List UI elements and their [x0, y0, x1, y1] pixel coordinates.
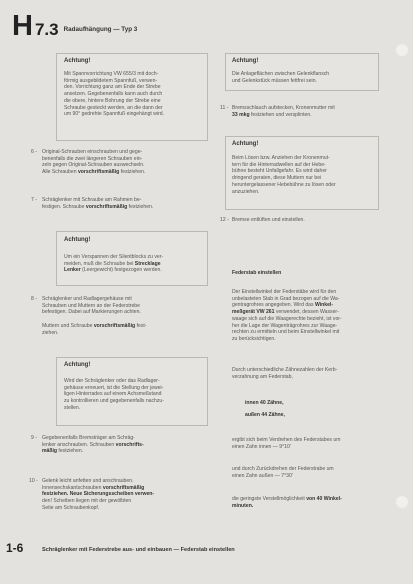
- step-10-text: [42, 478, 154, 512]
- text-line: und durch Zurückdrehen der Federstrabe um: [232, 466, 334, 472]
- header-letter: H: [12, 10, 32, 42]
- paragraph-federstab-1: [232, 289, 342, 343]
- step-12-text: [232, 217, 305, 224]
- header-section-number: 7.3: [34, 20, 59, 39]
- text-line: einen Zahn innen — 9°10': [232, 443, 291, 450]
- text-line: befestigen. Dabei auf Markierungen achten.: [42, 309, 141, 316]
- text-line: förmig ausgebildetem Spannfuß, verwen-: [64, 77, 158, 84]
- text-line: Gelenk leicht anfetten und anschrauben.: [42, 478, 134, 484]
- text-line: anzuziehen.: [232, 188, 260, 195]
- text-line: stellen.: [64, 404, 81, 411]
- text-line: Innensechskantschrauben vorschriftsmäßig: [42, 484, 145, 491]
- binder-hole-bottom: [396, 496, 408, 508]
- step-11-number: 11 -: [220, 105, 229, 111]
- text-line: [42, 316, 146, 323]
- text-line: verzahnung am Federstab,: [232, 373, 293, 380]
- text-line: Mit Spannvorrichtung VW 655/3 mit doch-: [64, 71, 159, 77]
- text-line: Bremsschlauch aufstecken, Kronenmutter mit: [232, 105, 335, 111]
- text-line: Durch unterschiedliche Zähnezahlen der Kerb-: [232, 367, 338, 373]
- text-line: Beim Lösen bzw. Anziehen der Kronenmut-: [232, 155, 330, 161]
- text-line: mäßig festziehen.: [42, 448, 84, 455]
- text-line: zeln gegen Original-Schrauben auswechseln.: [42, 162, 145, 169]
- page-header: [12, 10, 138, 42]
- text-line: lenker anschrauben. Schrauben vorschrifts-: [42, 441, 144, 448]
- page-number: 1-6: [6, 541, 24, 555]
- step-7-number: 7 -: [31, 197, 37, 203]
- text-line: Um ein Verspannen der Silentblocks zu ver-: [64, 254, 164, 260]
- caution-text-right-2: [232, 155, 336, 195]
- caution-title: Achtung!: [64, 362, 91, 368]
- text-line: Original-Schrauben einschrauben und gege-: [42, 149, 143, 155]
- text-line: meiden, muß die Schraube bei Strecklage: [64, 260, 161, 267]
- step-12-number: 12 -: [220, 217, 229, 223]
- text-line: her die Lage der Wagenträgrohres zur Waage-: [232, 322, 338, 329]
- text-line: einen Zahn außen — 7°30': [232, 472, 293, 479]
- text-line: bühne besteht Unfallgefahr. Es wird daher: [232, 168, 327, 175]
- text-line: Bremse entlüften und einstellen.: [232, 217, 305, 223]
- text-line: um 90° gedrehte Spannfuß eingehängt wird.: [64, 111, 165, 118]
- paragraph-federstab-3: [232, 437, 340, 450]
- paragraph-federstab-2: [232, 367, 337, 380]
- text-line: gehäuse erneuert, ist die Stellung der jewei-: [64, 384, 164, 391]
- text-line: Der Einstellwinkel der Federstäbe wird für den: [232, 289, 337, 295]
- step-11-text: [232, 105, 335, 118]
- text-line: die obere, hintere Bohrung der Strebe eine: [64, 97, 161, 104]
- teeth-outer: außen 44 Zähne,: [245, 412, 285, 418]
- text-line: waage sich auf die Waagerechte bezieht, ist vor-: [232, 315, 342, 322]
- text-line: Muttern und Schraube vorschriftsmäßig fest-: [42, 322, 147, 329]
- text-line: ergibt sich beim Verdrehen des Federstabes um: [232, 437, 341, 443]
- text-line: minuten.: [232, 502, 254, 509]
- step-8-number: 8 -: [31, 296, 37, 302]
- text-line: zu kontrollieren und gegebenenfalls nachzu-: [64, 398, 164, 405]
- caution-title: Achtung!: [64, 237, 91, 243]
- text-line: ansetzen. Gegebenenfalls kann auch durch: [64, 91, 163, 98]
- text-line: Die Anlageflächen zwischen Gelenkflansch: [232, 71, 330, 77]
- step-6-text: [42, 149, 145, 176]
- step-6-number: 6 -: [31, 149, 37, 155]
- header-subtitle: Radaufhängung — Typ 3: [63, 26, 138, 33]
- text-line: Seite am Schraubenkopf.: [42, 504, 100, 511]
- text-line: Wird der Schräglenker oder das Radlager-: [64, 378, 160, 384]
- caution-text-left-2: [64, 254, 163, 274]
- text-line: dringend geraten, diese Muttern nur bei: [232, 175, 322, 182]
- text-line: unbelasteten Stab in Grad bezogen auf die Wa-: [232, 295, 340, 302]
- text-line: benenfalls die zwei längeren Schrauben ein-: [42, 155, 143, 162]
- binder-hole-top: [396, 44, 408, 56]
- text-line: tern für die Hinterradwellen auf der Hebe-: [232, 161, 326, 168]
- text-line: ziehen.: [42, 329, 59, 336]
- text-line: und Gelenkstück müssen fettfrei sein.: [232, 77, 317, 84]
- text-line: rechten zu ermitteln und beim Einstellwinkel mit: [232, 329, 340, 336]
- text-line: Alle Schrauben vorschriftsmäßig festziehen.: [42, 169, 146, 176]
- step-9-number: 9 -: [31, 435, 37, 441]
- text-line: Schräglenker mit Schraube am Rahmen be-: [42, 197, 142, 203]
- text-line: meßgerät VW 261 verwendet, dessen Wasser-: [232, 309, 339, 316]
- footer-title: Schräglenker mit Federstrebe aus- und einbauen — Federstab einstellen: [42, 547, 235, 553]
- text-line: Lenker (Leergewicht) festgezogen werden.: [64, 267, 162, 274]
- text-line: festziehen. Neue Sicherungsscheiben verwen-: [42, 491, 155, 498]
- text-line: zu berücksichtigen.: [232, 335, 276, 342]
- step-7-text: [42, 197, 153, 210]
- caution-text-left-1: [64, 71, 164, 118]
- text-line: Schrauben und Muttern an der Federstrebe: [42, 302, 140, 309]
- caution-title: Achtung!: [232, 141, 259, 147]
- text-line: heruntergelassener Hebebühne zu lösen oder: [232, 181, 336, 188]
- step-10-number: 10 -: [29, 478, 38, 484]
- text-line: festigen. Schraube vorschriftsmäßig festziehen.: [42, 203, 154, 210]
- text-line: den. Vorrichtung ganz am Ende der Strebe: [64, 84, 161, 91]
- text-line: 33 mkg festziehen und versplinten.: [232, 111, 312, 118]
- paragraph-federstab-5: [232, 496, 342, 509]
- text-line: gentragrohres angegeben. Wird das Winkel-: [232, 302, 334, 309]
- step-8-text: [42, 296, 146, 336]
- caution-text-left-3: [64, 378, 164, 412]
- text-line: Schräglenker und Radlagergehäuse mit: [42, 296, 132, 302]
- text-line: Gegebenenfalls Bremsträger am Schräg-: [42, 435, 135, 441]
- section-heading-federstab: Federstab einstellen: [232, 270, 282, 276]
- caution-text-right-1: [232, 71, 329, 84]
- step-9-text: [42, 435, 144, 455]
- paragraph-federstab-4: [232, 466, 334, 479]
- teeth-inner: innen 40 Zähne,: [245, 400, 284, 406]
- caution-title: Achtung!: [64, 58, 91, 64]
- text-line: Schraube gesteckt werden, an die dann der: [64, 104, 163, 111]
- text-line: die geringste Verstellmöglichkeit von 40 Winkel-: [232, 496, 342, 502]
- caution-title: Achtung!: [232, 58, 259, 64]
- text-line: den! Scheiben liegen mit der gewölbten: [42, 498, 132, 505]
- text-line: ligen Hinterrades auf einem Achsmeßstand: [64, 391, 162, 398]
